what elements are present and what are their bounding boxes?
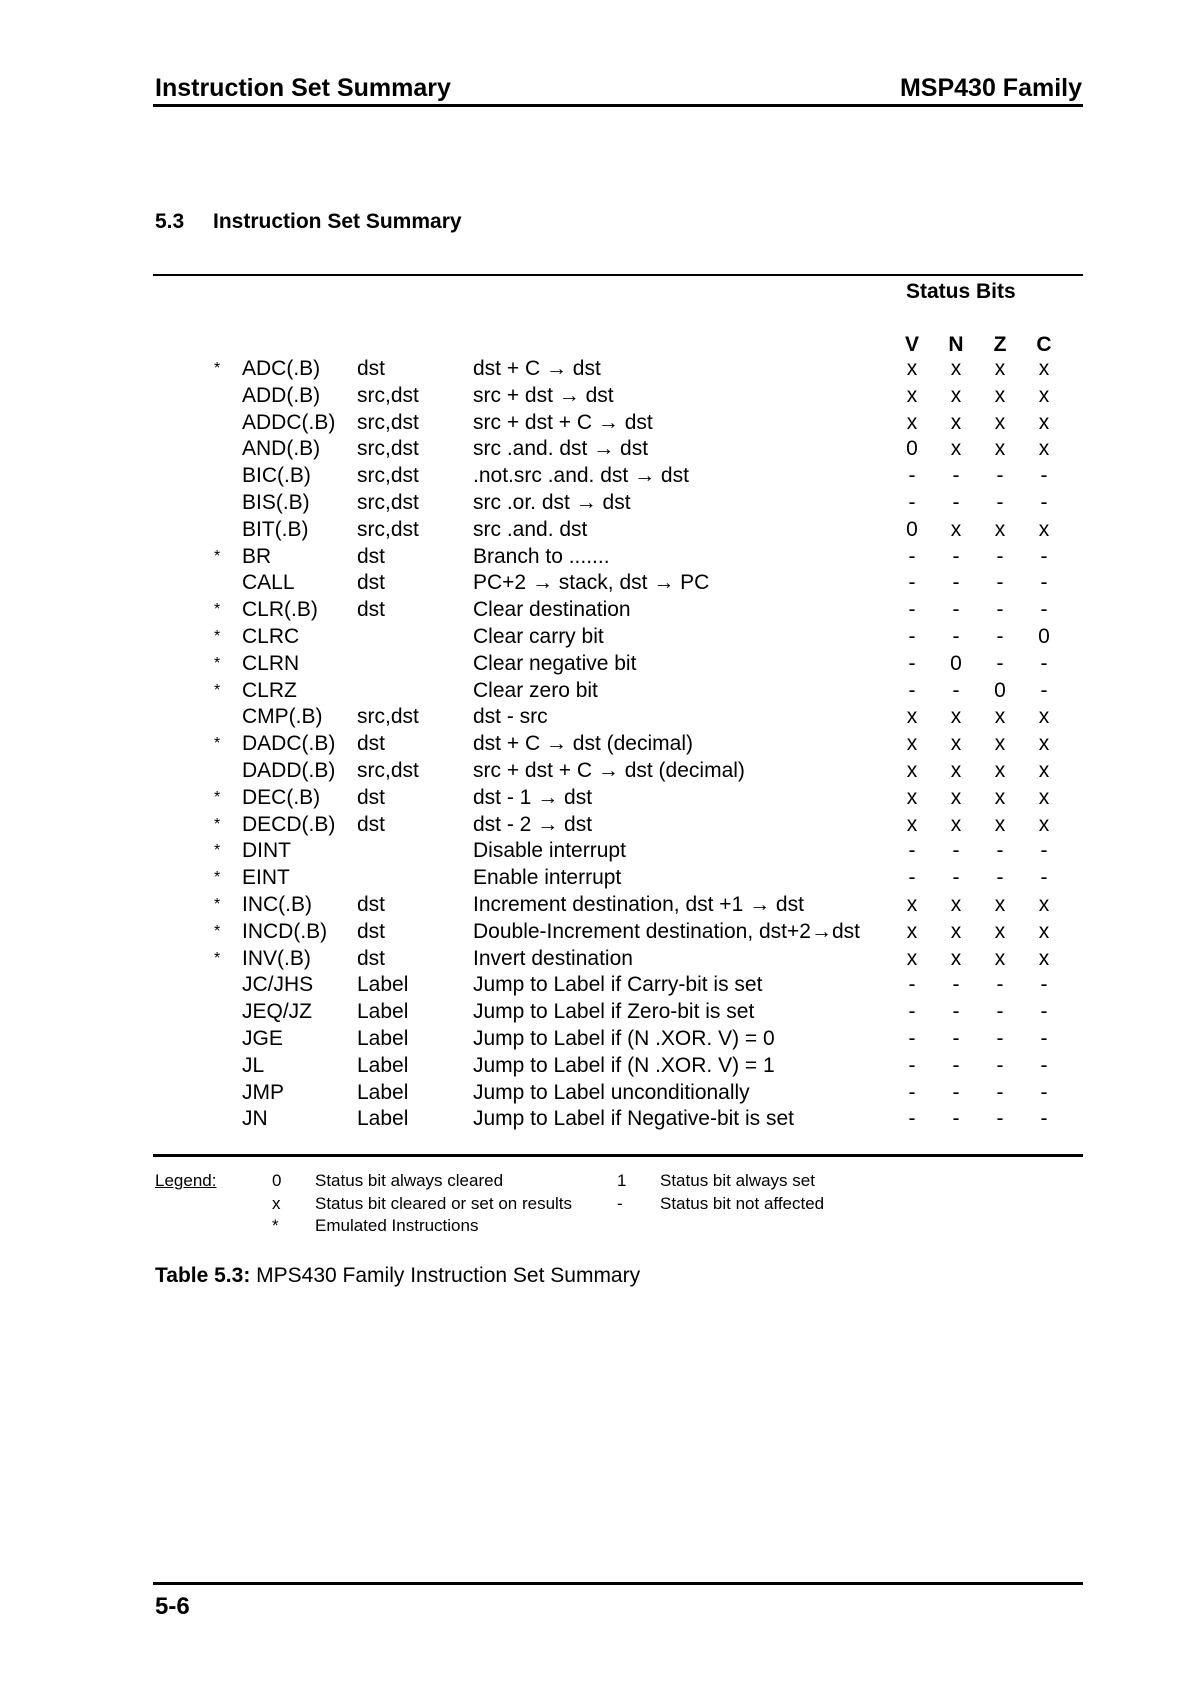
status-bit-cell: x [950,892,962,916]
legend-texts-col1 [315,1170,572,1238]
emulated-marker: * [214,627,221,645]
description-cell: src + dst + C → dst [473,410,653,434]
status-bit-cell: x [950,758,962,782]
description-cell: Invert destination [473,946,633,970]
status-bit-cell: x [906,812,918,836]
description-cell: .not.src .and. dst → dst [473,464,689,488]
status-bit-cell: - [996,1000,1004,1024]
status-bit-cell: - [952,571,960,595]
table-row [0,624,1200,651]
status-bit-cell: - [908,973,916,997]
legend-symbols-col2 [617,1170,626,1215]
running-header-left: Instruction Set Summary [155,74,451,102]
emulated-marker: * [214,601,221,619]
mnemonic-cell: INCD(.B) [242,919,328,943]
description-cell: Jump to Label if Zero-bit is set [473,1000,755,1024]
description-cell: Jump to Label unconditionally [473,1080,750,1104]
status-bit-cell: x [950,812,962,836]
legend-text: Status bit cleared or set on results [315,1193,573,1213]
status-bit-cell: - [1040,571,1048,595]
emulated-marker: * [214,547,221,565]
table-row [0,356,1200,383]
mnemonic-cell: DADC(.B) [242,732,336,756]
status-bit-cell: - [996,571,1004,595]
status-bit-cell: x [994,812,1006,836]
operand-cell: src,dst [357,464,419,488]
status-bit-cell: - [1040,678,1048,702]
operand-cell: dst [357,357,386,380]
legend-symbol: x [272,1193,281,1213]
mnemonic-cell: EINT [242,866,290,890]
status-bit-cell: x [1038,410,1050,434]
legend-label: Legend: [155,1171,217,1190]
table-row [0,731,1200,758]
description-cell: dst - src [473,705,548,729]
status-bit-cell: x [906,732,918,756]
mnemonic-cell: JGE [242,1026,283,1050]
status-bit-cell: - [952,1053,960,1077]
status-bit-cell: - [996,1053,1004,1077]
description-cell: dst - 1 → dst [473,785,593,809]
status-bit-cell: x [906,383,918,407]
status-bit-cell: - [952,839,960,863]
description-cell: PC+2 → stack, dst → PC [473,571,710,595]
status-bit-cell: x [1038,357,1050,380]
emulated-marker: * [214,815,221,833]
table-row [0,410,1200,437]
mnemonic-cell: CLRN [242,651,300,675]
caption-text: MPS430 Family Instruction Set Summary [250,1264,641,1287]
operand-cell: dst [357,785,386,809]
description-cell: src .and. dst → dst [473,437,649,461]
status-bit-cell: - [1040,1026,1048,1050]
status-bit-cell: x [1038,946,1050,970]
status-bit-cell: x [994,919,1006,943]
mnemonic-cell: DEC(.B) [242,785,321,809]
operand-cell: dst [357,892,386,916]
description-cell: src + dst → dst [473,383,614,407]
table-row [0,999,1200,1026]
status-bit-cell: x [950,705,962,729]
description-cell: src + dst + C → dst (decimal) [473,758,745,782]
table-row [0,570,1200,597]
table-row [0,597,1200,624]
mnemonic-cell: CALL [242,571,295,595]
status-bits-heading: Status Bits [906,280,1016,303]
emulated-marker: * [214,842,221,860]
status-bit-cell: x [994,758,1006,782]
table-row [0,1053,1200,1080]
status-bit-cell: - [908,651,916,675]
status-bit-cell: - [996,624,1004,648]
emulated-marker: * [214,654,221,672]
emulated-marker: * [214,788,221,806]
operand-cell: Label [357,1026,409,1050]
header-rule [153,104,1083,107]
status-bit-cell: x [994,732,1006,756]
status-bit-cell: - [996,1080,1004,1104]
operand-cell: dst [357,732,386,756]
status-bit-cell: x [994,383,1006,407]
operand-cell: dst [357,946,386,970]
status-bit-cell: - [952,866,960,890]
status-bit-cell: x [1038,437,1050,461]
mnemonic-cell: AND(.B) [242,437,321,461]
table-row [0,1106,1200,1133]
status-bit-cell: x [950,410,962,434]
instruction-table [0,356,1200,1133]
table-row [0,812,1200,839]
table-row [0,946,1200,973]
status-bit-cell: x [906,357,918,380]
status-bit-cell: - [908,1000,916,1024]
legend-text: Status bit always cleared [315,1171,504,1190]
mnemonic-cell: JC/JHS [242,973,314,997]
status-bit-cell: 0 [994,678,1006,702]
description-cell: Branch to ....... [473,544,610,568]
status-bit-cell: - [952,678,960,702]
status-bit-cell: x [1038,812,1050,836]
operand-cell: src,dst [357,383,419,407]
status-bit-cell: x [950,357,962,380]
status-bit-cell: - [908,678,916,702]
legend-text: Status bit not affected [660,1193,825,1213]
description-cell: Clear zero bit [473,678,598,702]
status-bit-cell: - [952,1107,960,1131]
status-bit-cell: - [908,1026,916,1050]
status-bit-cell: - [1040,866,1048,890]
description-cell: Jump to Label if Negative-bit is set [473,1107,794,1131]
status-bit-cell: - [1040,464,1048,488]
status-bit-cell: x [950,946,962,970]
status-bit-cell: - [908,544,916,568]
operand-cell: src,dst [357,705,419,729]
status-bit-cell: x [994,705,1006,729]
footer-rule [153,1582,1083,1585]
table-row [0,544,1200,571]
status-bit-cell: - [1040,1107,1048,1131]
mnemonic-cell: INV(.B) [242,946,311,970]
status-bit-cell: x [1038,705,1050,729]
mnemonic-cell: BR [242,544,272,568]
status-bit-cell: x [994,946,1006,970]
status-bit-cell: x [994,785,1006,809]
status-bit-cell: 0 [906,437,918,461]
operand-cell: src,dst [357,490,419,514]
mnemonic-cell: ADD(.B) [242,383,321,407]
status-bit-cell: - [908,571,916,595]
mnemonic-cell: BIS(.B) [242,490,310,514]
status-bit-cell: - [908,624,916,648]
status-bit-cell: x [1038,517,1050,541]
table-row [0,972,1200,999]
description-cell: Clear negative bit [473,651,637,675]
table-row [0,892,1200,919]
status-bit-cell: - [908,464,916,488]
status-bit-cell: - [952,464,960,488]
description-cell: Double-Increment destination, dst+2→dst [473,919,860,943]
status-bit-cell: x [950,383,962,407]
table-row [0,1026,1200,1053]
legend-symbol: - [617,1193,623,1213]
operand-cell: src,dst [357,437,419,461]
operand-cell: dst [357,919,386,943]
status-bit-cell: - [1040,490,1048,514]
status-bit-cell: - [908,598,916,622]
status-bit-cell: x [950,517,962,541]
status-bit-cell: - [952,490,960,514]
table-row [0,838,1200,865]
description-cell: dst - 2 → dst [473,812,593,836]
bit-header-v: V [904,333,919,356]
status-bit-cell: x [906,919,918,943]
status-bit-cell: - [952,598,960,622]
status-bit-cell: - [996,866,1004,890]
status-bit-cell: - [996,973,1004,997]
status-bit-cell: - [952,1080,960,1104]
mnemonic-cell: CLRC [242,624,300,648]
status-bit-cell: x [950,437,962,461]
table-row [0,463,1200,490]
operand-cell: src,dst [357,758,419,782]
bit-header-n: N [948,333,964,356]
section-heading [155,210,462,234]
status-bit-cell: x [1038,785,1050,809]
description-cell: src .or. dst → dst [473,490,631,514]
status-bit-cell: x [950,919,962,943]
mnemonic-cell: JN [242,1107,268,1131]
status-bit-cell: - [996,1107,1004,1131]
legend-text: Status bit always set [660,1171,815,1190]
status-bit-cell: - [908,490,916,514]
table-row [0,490,1200,517]
section-number: 5.3 [155,210,185,233]
status-bit-cell: - [1040,544,1048,568]
status-bit-cell: x [906,892,918,916]
description-cell: Disable interrupt [473,839,626,863]
mnemonic-cell: DECD(.B) [242,812,336,836]
status-bit-cell: - [996,490,1004,514]
bit-header-z: Z [993,333,1007,356]
status-bit-cell: 0 [906,517,918,541]
status-bit-cell: - [952,1026,960,1050]
operand-cell: dst [357,812,386,836]
table-row [0,678,1200,705]
mnemonic-cell: BIC(.B) [242,464,311,488]
status-bit-cell: - [1040,1080,1048,1104]
operand-cell: dst [357,571,386,595]
status-bit-cell: 0 [1038,624,1050,648]
status-bit-cell: - [908,1080,916,1104]
status-bit-cell: - [908,866,916,890]
emulated-marker: * [214,360,221,377]
legend-text: Emulated Instructions [315,1216,479,1235]
mnemonic-cell: ADDC(.B) [242,410,336,434]
status-bit-cell: x [994,892,1006,916]
description-cell: Clear destination [473,598,631,622]
emulated-marker: * [214,895,221,913]
status-bit-cell: - [1040,839,1048,863]
bit-header-c: C [1036,333,1052,356]
operand-cell: dst [357,598,386,622]
table-row [0,436,1200,463]
description-cell: Clear carry bit [473,624,604,648]
status-bit-cell: - [908,1107,916,1131]
status-bit-cell: - [1040,598,1048,622]
legend-symbols-col1 [272,1170,281,1238]
section-title: Instruction Set Summary [213,210,462,233]
operand-cell: Label [357,1000,409,1024]
status-bit-cell: x [906,705,918,729]
status-bit-cell: x [906,410,918,434]
status-bit-cell: x [994,517,1006,541]
status-bit-cell: - [996,1026,1004,1050]
status-bit-cell: x [950,732,962,756]
status-bit-cell: - [1040,1053,1048,1077]
page-number: 5-6 [155,1593,190,1620]
description-cell: Jump to Label if (N .XOR. V) = 1 [473,1053,775,1077]
status-bit-cell: - [952,973,960,997]
table-bottom-rule [153,1154,1083,1157]
status-bit-cell: x [994,410,1006,434]
mnemonic-cell: INC(.B) [242,892,312,916]
mnemonic-cell: CLR(.B) [242,598,318,622]
mnemonic-cell: CLRZ [242,678,297,702]
operand-cell: Label [357,973,409,997]
description-cell: Jump to Label if (N .XOR. V) = 0 [473,1026,775,1050]
emulated-marker: * [214,869,221,887]
table-row [0,383,1200,410]
status-bit-cell: - [996,544,1004,568]
table-row [0,651,1200,678]
table-row [0,785,1200,812]
status-bit-cell: - [996,839,1004,863]
emulated-marker: * [214,949,221,967]
operand-cell: Label [357,1107,409,1131]
status-bit-cell: x [906,946,918,970]
running-header-right: MSP430 Family [899,74,1082,102]
mnemonic-cell: JMP [242,1080,284,1104]
status-bit-cell: x [906,785,918,809]
description-cell: Enable interrupt [473,866,622,890]
status-bit-cell: - [908,839,916,863]
legend-texts-col2 [660,1170,824,1215]
legend-symbol: * [272,1216,279,1235]
mnemonic-cell: JL [242,1053,265,1077]
status-bit-cell: - [1040,1000,1048,1024]
description-cell: dst + C → dst (decimal) [473,732,693,756]
operand-cell: dst [357,544,386,568]
status-bit-cell: - [996,598,1004,622]
mnemonic-cell: DINT [242,839,291,863]
mnemonic-cell: CMP(.B) [242,705,323,729]
status-bit-cell: x [1038,732,1050,756]
description-cell: Jump to Label if Carry-bit is set [473,973,763,997]
legend-symbol: 1 [617,1171,627,1190]
status-bit-cell: - [952,544,960,568]
status-bit-cell: 0 [950,651,962,675]
table-top-rule [153,274,1083,276]
mnemonic-cell: DADD(.B) [242,758,336,782]
status-bit-cell: x [994,357,1006,380]
table-row [0,1080,1200,1107]
status-bit-cell: - [996,651,1004,675]
status-bit-cell: x [1038,758,1050,782]
status-bit-cell: x [1038,919,1050,943]
table-row [0,919,1200,946]
table-row [0,517,1200,544]
mnemonic-cell: ADC(.B) [242,357,321,380]
operand-cell: src,dst [357,517,419,541]
mnemonic-cell: BIT(.B) [242,517,309,541]
operand-cell: src,dst [357,410,419,434]
status-bit-cell: x [950,785,962,809]
description-cell: src .and. dst [473,517,588,541]
mnemonic-cell: JEQ/JZ [242,1000,313,1024]
description-cell: Increment destination, dst +1 → dst [473,892,804,916]
status-bit-cell: - [952,624,960,648]
table-caption [155,1264,640,1288]
operand-cell: Label [357,1080,409,1104]
status-bit-cell: - [1040,973,1048,997]
status-bit-cell: - [996,464,1004,488]
status-bit-cell: x [1038,892,1050,916]
table-row [0,704,1200,731]
operand-cell: Label [357,1053,409,1077]
legend-symbol: 0 [272,1171,282,1190]
status-bit-cell: - [952,1000,960,1024]
emulated-marker: * [214,735,221,753]
status-bit-cell: x [906,758,918,782]
emulated-marker: * [214,922,221,940]
status-bit-cell: x [1038,383,1050,407]
status-bit-cell: x [994,437,1006,461]
emulated-marker: * [214,681,221,699]
table-row [0,758,1200,785]
description-cell: dst + C → dst [473,357,601,380]
status-bit-cell: - [1040,651,1048,675]
status-bit-cell: - [908,1053,916,1077]
table-row [0,865,1200,892]
caption-label: Table 5.3: [155,1264,251,1287]
